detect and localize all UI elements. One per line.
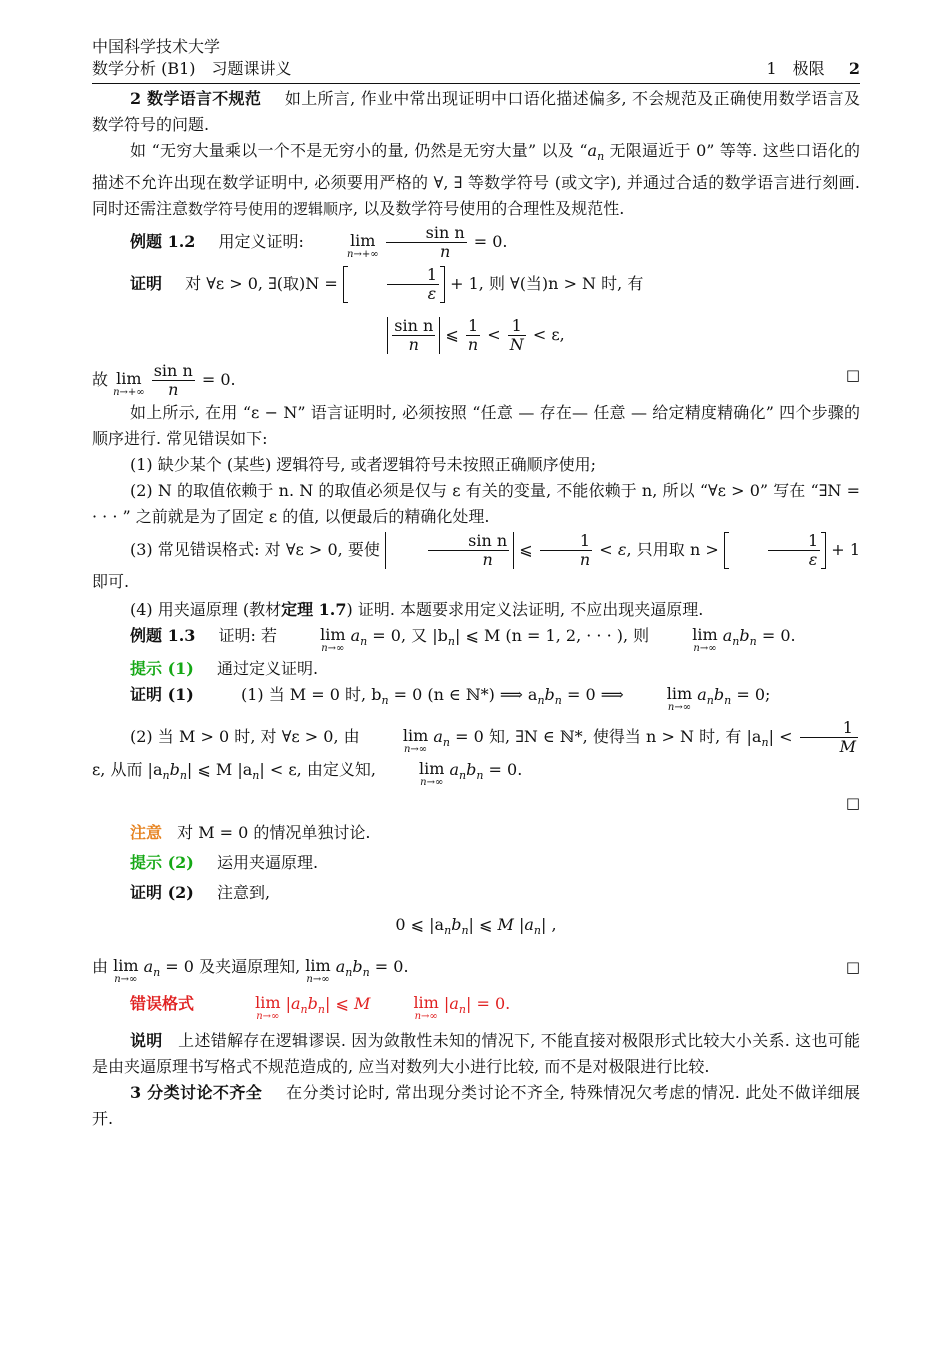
fraction-sinn-n: $\frac{\text{sin n}}{n}$ [386, 224, 467, 261]
display-squeeze: 0 ⩽ $|a_nb_n|$ ⩽ M $|a_n|$ , [395, 915, 557, 938]
header-chapter: 1 极限 [766, 59, 825, 78]
header-chapter-page [766, 58, 860, 79]
section-2-para-2 [92, 138, 860, 222]
hint-2: 提示 (2) 运用夹逼原理. [130, 853, 319, 873]
example-1-2-conclusion: 故 lim n→+∞ $\frac{\text{sin n}}{n}$ = 0. □ [92, 361, 860, 400]
proof-1: 证明 (1) (1) 当 M = 0 时, $b_n = 0$ (n ∈ ℕ*) ⟹ $a_nb_n = 0$ ⟹ lim n→∞ $a_nb_n = 0$; [130, 684, 771, 714]
running-header [92, 36, 860, 86]
proof-1-label: 证明 (1) [130, 685, 194, 705]
proof-2-label: 证明 (2) [130, 883, 194, 903]
theorem-ref: 定理 1.7 [281, 600, 347, 620]
section-3-title: 3 分类讨论不齐全 [130, 1083, 263, 1103]
text-run: 通过定义证明. [216, 659, 319, 679]
wrong-format-label: 错误格式 [130, 994, 195, 1014]
qed-symbol: □ [845, 794, 860, 813]
proof-label: 证明 [130, 274, 163, 294]
text-run: 无限逼近于 0” 等等. 这些口语化的描述不允许出现在数学证明中, 必须要用严格的 ∀, ∃ 等数学符号 (或文字), 并通过合适的数学语言进行刻画. 同时还需注意 [92, 141, 860, 219]
example-1-3: 例题 1.3 证明: 若 lim n→∞ $a_n = 0$, 又 $|b_n|$ ⩽ M (n = 1, 2, · · · ), 则 lim n→∞ $a_nb_n = 0$. [130, 625, 796, 655]
list-item-4 [92, 597, 860, 623]
note-label: 注意 [130, 823, 163, 843]
note: 注意 对 M = 0 的情况单独讨论. [130, 823, 371, 843]
main-content [92, 86, 860, 1132]
header-rule [92, 83, 860, 84]
header-course: 数学分析 (B1) 习题课讲义 [92, 59, 292, 78]
abs-value: $\frac{\text{sin n}}{n}$ [387, 317, 440, 354]
remark-label: 说明 [130, 1031, 163, 1051]
section-2-title: 2 数学语言不规范 [130, 89, 262, 108]
lim-expression: lim n→+∞ [347, 231, 379, 261]
list-item-2: (2) N 的取值依赖于 n. N 的取值必须是仅与 ε 有关的变量, 不能依赖于 n, 所以 “∀ε > 0” 写在 “∃N = · · · ” 之前就是为了固定 ε 的值, 以便最后的精确化处理. [92, 481, 860, 527]
text-run: 如 “无穷大量乘以一个不是无穷小的量, 仍然是无穷大量” 以及 “ [130, 141, 588, 160]
wrong-format: 错误格式 lim n→∞ $|a_nb_n|$ ⩽ M lim n→∞ $|a_n| = 0$. [130, 993, 511, 1023]
proof-2: 证明 (2) 注意到, [130, 883, 271, 903]
list-item-3: (3) 常见错误格式: 对 ∀ε > 0, 要使 $\frac{\text{sin n}}{n}$ ⩽ $\frac{1}{n}$ < ε, 只用取 n > $\frac{1}{\varepsilon}$ + 1 即可. [92, 531, 861, 592]
example-1-2 [92, 224, 860, 262]
section-3: 3 分类讨论不齐全 在分类讨论时, 常出现分类讨论不齐全, 特殊情况欠考虑的情况. 此处不做详细展开. [92, 1083, 860, 1129]
text-run: (4) 用夹逼原理 (教材 [130, 600, 282, 620]
page [92, 36, 860, 1132]
text-run: 对 ∀ε > 0, ∃(取)N = [185, 274, 343, 294]
emphasis-text: 数学符号使用的逻辑顺序 [188, 200, 354, 219]
remark: 说明 上述错解存在逻辑谬误. 因为敛散性未知的情况下, 不能直接对极限形式比较大小关系. 这也可能是由夹逼原理书写格式不规范造成的, 应当对数列大小进行比较, 而不是对极限进行比较. [92, 1031, 860, 1077]
header-university: 中国科学技术大学 [92, 37, 221, 56]
text-run: , 只用取 n > [626, 540, 724, 560]
text-run: = 0. [468, 232, 508, 252]
example-1-3-label: 例题 1.3 [130, 626, 196, 646]
text-run: ) 证明. 本题要求用定义法证明, 不应出现夹逼原理. [346, 600, 704, 620]
text-run: (3) 常见错误格式: 对 ∀ε > 0, 要使 [130, 540, 386, 560]
example-1-2-label: 例题 1.2 [130, 232, 196, 252]
header-page-number: 2 [848, 59, 860, 78]
example-1-2-proof [92, 266, 860, 303]
floor-bracket: $\frac{1}{\varepsilon}$ [343, 266, 445, 303]
section-2-text: 如上所言, 作业中常出现证明中口语化描述偏多, 不会规范及正确使用数学语言及数学符号的问题. [92, 89, 860, 134]
hint-1 [92, 656, 860, 682]
text-run: , 以及数学符号使用的合理性及规范性. [353, 199, 625, 219]
display-inequality: $\frac{\text{sin n}}{n}$ ⩽ $\frac{1}{n}$ < $\frac{1}{N}$ < ε, [92, 317, 860, 354]
list-intro: 如上所示, 在用 “ε − N” 语言证明时, 必须按照 “任意 — 存在— 任意 — 给定精度精确化” 四个步骤的顺序进行. 常见错误如下: [92, 403, 860, 449]
proof-1-case-2: (2) 当 M > 0 时, 对 ∀ε > 0, 由 lim n→∞ $a_n = 0$ 知, ∃N ∈ ℕ*, 使得当 n > N 时, 有 $|a_n|$ < $\frac{1}{M}$ ε, 从而 $|a_nb_n|$ ⩽ M $|a_n| < \varepsilon$, 由定义知, lim n→∞ $a_nb_n = 0$. [92, 718, 856, 789]
text-run: 故 [92, 370, 114, 390]
math-an: $a_n$ [587, 141, 605, 164]
proof-2-conclusion: 由 lim n→∞ $a_n = 0$ 及夹逼原理知, lim n→∞ $a_nb_n = 0$. □ [92, 956, 860, 986]
hint-2-label: 提示 (2) [130, 853, 194, 873]
list-item-1: (1) 缺少某个 (某些) 逻辑符号, 或者逻辑符号未按照正确顺序使用; [130, 455, 596, 475]
lim-expression: lim n→+∞ [113, 369, 145, 399]
text-run: + 1 即可. [92, 540, 861, 592]
section-2-para-1 [92, 86, 860, 138]
qed-symbol: □ [845, 958, 860, 977]
qed-symbol: □ [845, 366, 860, 385]
hint-1-label: 提示 (1) [130, 659, 194, 679]
text-run: 用定义证明: [218, 232, 309, 252]
text-run: + 1, 则 ∀(当)n > N 时, 有 [445, 274, 644, 294]
